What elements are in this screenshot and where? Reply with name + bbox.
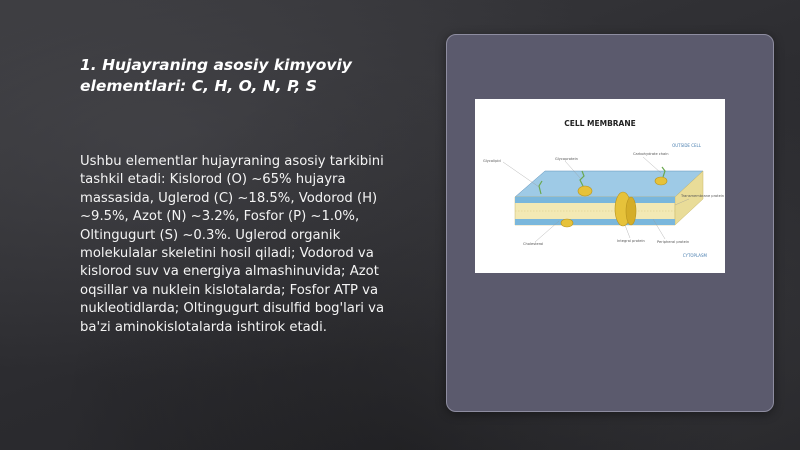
membrane-top-surface: [515, 171, 703, 197]
label-outside-cell: OUTSIDE CELL: [672, 143, 701, 148]
label-cytoplasm: CYTOPLASM: [682, 253, 707, 258]
slide-body-text: Ushbu elementlar hujayraning asosiy tarkibini tashkil etadi: Kislorod (O) ~65% hujayra massasida, Uglerod (C) ~18.5%, Vodorod (H) ~9.5%, Azot (N) ~3.2%, Fosfor (P) ~1.0%, Oltingugurt (S) ~0.3%. Uglerod organik molekulalar skeletini hosil qiladi; Vodorod va kislorod suv va energiya almashinuvida; Azot oqsillar va nuklein kislotalarda; Fosfor ATP va nukleotidlarda; Oltingugurt disulfid bog'lari va ba'zi aminokislotalarda ishtirok etadi.: [80, 154, 385, 335]
cell-membrane-figure: [475, 99, 725, 273]
label-glycolipid: Glycolipid: [483, 159, 501, 163]
peripheral-protein: [561, 219, 573, 227]
glycoprotein: [578, 186, 592, 196]
label-glycoprotein: Glycoprotein: [555, 157, 578, 161]
label-transmembrane-protein: Transmembrane protein: [681, 194, 725, 198]
slide-title: 1. Hujayraning asosiy kimyoviy elementlari: C, H, O, N, P, S: [80, 56, 352, 95]
label-carbohydrate-chain: Carbohydrate chain: [633, 152, 669, 156]
membrane-outer-heads: [515, 197, 675, 203]
cell-membrane-diagram: [475, 99, 725, 273]
membrane-inner-heads: [515, 219, 675, 225]
label-integral-protein: Integral protein: [617, 239, 645, 243]
label-cholesterol: Cholesterol: [523, 242, 544, 246]
label-peripheral-protein: Peripheral protein: [657, 240, 690, 244]
figure-heading: CELL MEMBRANE: [564, 119, 636, 128]
